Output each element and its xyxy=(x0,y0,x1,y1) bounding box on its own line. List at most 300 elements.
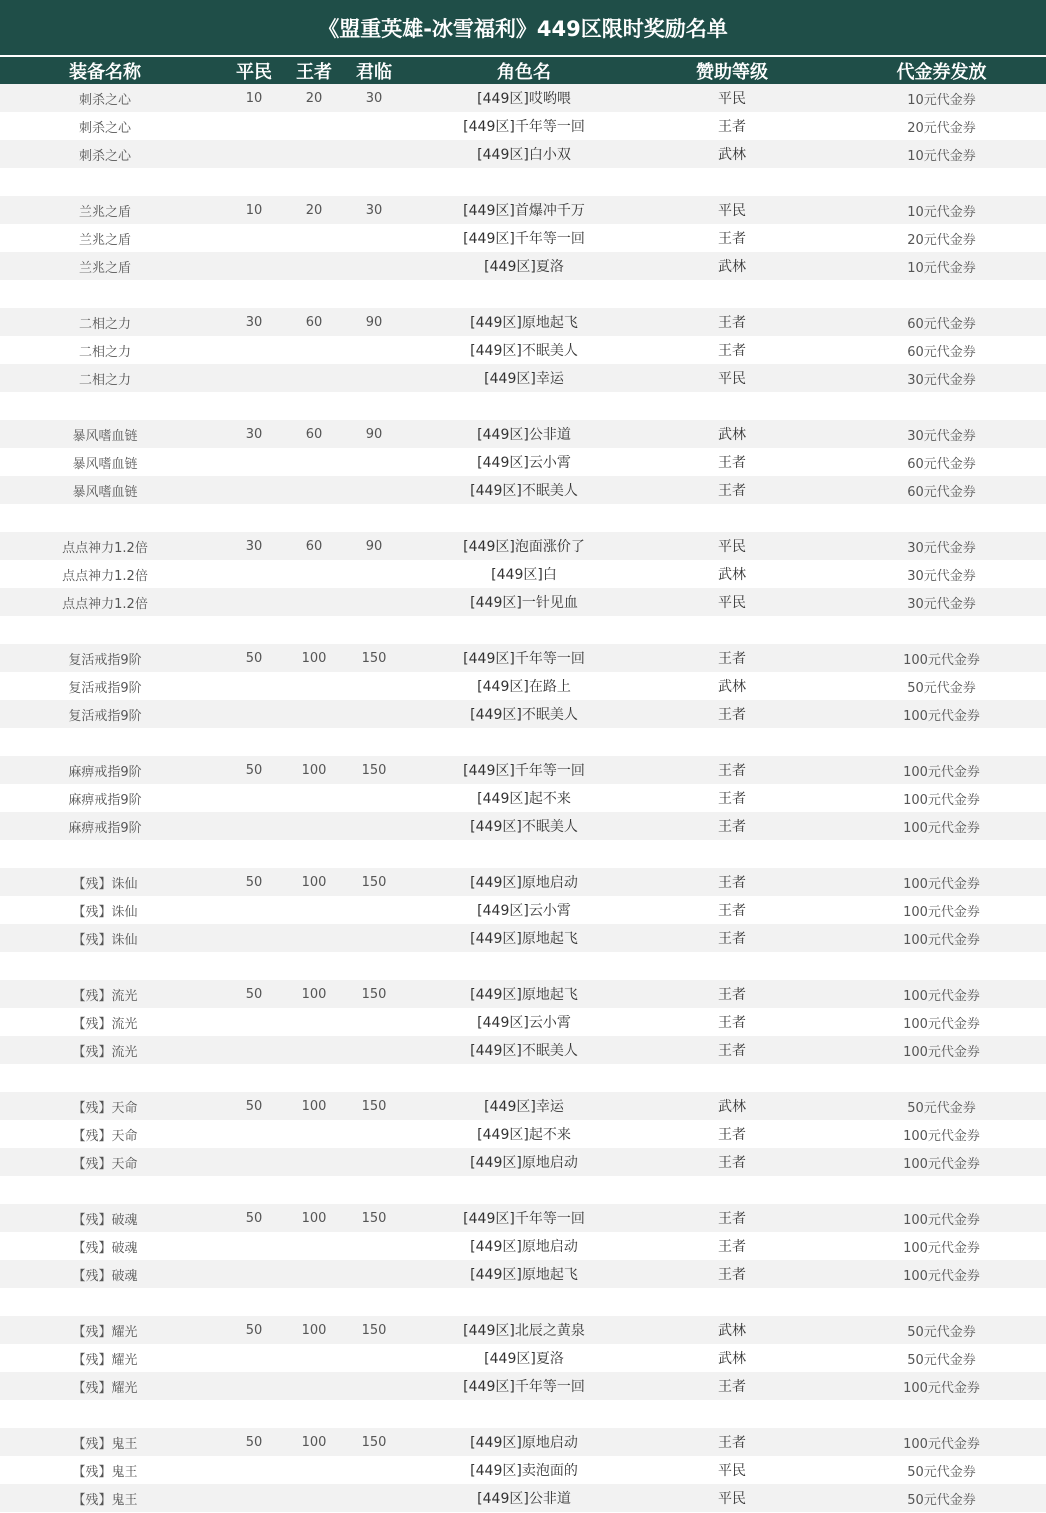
cell-commoner xyxy=(224,1232,284,1260)
table-row xyxy=(0,644,1046,672)
cell-commoner xyxy=(224,812,284,840)
cell-voucher: 30元代金券 xyxy=(907,372,976,388)
cell-voucher: 30元代金券 xyxy=(907,428,976,444)
cell-character: [449区]原地起飞 xyxy=(470,1267,578,1283)
table-row xyxy=(0,1456,1046,1484)
cell-sovereign: 150 xyxy=(361,762,387,778)
cell-commoner xyxy=(224,1344,284,1372)
cell-voucher: 50元代金券 xyxy=(907,1352,976,1368)
cell-character: [449区]千年等一回 xyxy=(463,763,585,779)
cell-voucher: 100元代金券 xyxy=(903,792,980,808)
cell-king: 20 xyxy=(305,90,323,106)
cell-sponsor-level: 武林 xyxy=(718,1099,746,1115)
cell-commoner xyxy=(224,1484,284,1512)
cell-character: [449区]云小霄 xyxy=(477,903,571,919)
cell-king xyxy=(284,1260,344,1288)
group-spacer xyxy=(0,1176,1046,1204)
cell-equipment: 【残】耀光 xyxy=(72,1324,138,1340)
cell-king xyxy=(284,924,344,952)
cell-commoner xyxy=(224,112,284,140)
cell-character: [449区]不眠美人 xyxy=(470,343,578,359)
cell-sponsor-level: 王者 xyxy=(718,763,746,779)
cell-equipment: 【残】天命 xyxy=(72,1156,138,1172)
cell-equipment: 【残】耀光 xyxy=(72,1352,138,1368)
cell-commoner: 30 xyxy=(245,314,263,330)
table-row xyxy=(0,756,1046,784)
table-row xyxy=(0,1120,1046,1148)
cell-sovereign xyxy=(344,588,404,616)
cell-king: 60 xyxy=(305,538,323,554)
cell-sovereign xyxy=(344,1344,404,1372)
cell-commoner xyxy=(224,1036,284,1064)
cell-king: 100 xyxy=(301,986,327,1002)
cell-sovereign xyxy=(344,364,404,392)
cell-character: [449区]公非道 xyxy=(477,1491,571,1507)
cell-sovereign: 30 xyxy=(365,202,383,218)
table-row xyxy=(0,1232,1046,1260)
table-row xyxy=(0,1036,1046,1064)
cell-commoner: 50 xyxy=(245,986,263,1002)
table-row xyxy=(0,672,1046,700)
cell-voucher: 100元代金券 xyxy=(903,1212,980,1228)
table-row xyxy=(0,812,1046,840)
cell-voucher: 100元代金券 xyxy=(903,904,980,920)
cell-equipment: 二相之力 xyxy=(78,372,131,388)
cell-equipment: 【残】流光 xyxy=(72,1016,138,1032)
cell-equipment: 点点神力1.2倍 xyxy=(62,596,148,612)
cell-character: [449区]起不来 xyxy=(477,791,571,807)
cell-voucher: 100元代金券 xyxy=(903,1128,980,1144)
cell-king xyxy=(284,252,344,280)
cell-character: [449区]在路上 xyxy=(477,679,571,695)
cell-sovereign: 150 xyxy=(361,650,387,666)
cell-equipment: 二相之力 xyxy=(78,344,131,360)
cell-voucher: 60元代金券 xyxy=(907,484,976,500)
cell-voucher: 100元代金券 xyxy=(903,876,980,892)
cell-king xyxy=(284,448,344,476)
cell-sovereign xyxy=(344,672,404,700)
cell-equipment: 点点神力1.2倍 xyxy=(62,540,148,556)
cell-character: [449区]原地启动 xyxy=(470,1239,578,1255)
cell-commoner xyxy=(224,700,284,728)
cell-sovereign xyxy=(344,924,404,952)
cell-character: [449区]不眠美人 xyxy=(470,1043,578,1059)
cell-equipment: 刺杀之心 xyxy=(78,120,131,136)
cell-sovereign: 90 xyxy=(365,314,383,330)
cell-king xyxy=(284,1344,344,1372)
cell-king: 60 xyxy=(305,426,323,442)
cell-character: [449区]北辰之黄泉 xyxy=(463,1323,585,1339)
cell-sponsor-level: 平民 xyxy=(718,1491,746,1507)
cell-voucher: 30元代金券 xyxy=(907,540,976,556)
cell-equipment: 【残】鬼王 xyxy=(72,1492,138,1508)
cell-king xyxy=(284,112,344,140)
group-spacer xyxy=(0,952,1046,980)
cell-equipment: 复活戒指9阶 xyxy=(68,708,142,724)
cell-king xyxy=(284,364,344,392)
cell-equipment: 刺杀之心 xyxy=(78,148,131,164)
cell-king: 100 xyxy=(301,1322,327,1338)
cell-commoner: 50 xyxy=(245,1434,263,1450)
cell-sovereign: 150 xyxy=(361,1322,387,1338)
cell-commoner xyxy=(224,672,284,700)
cell-character: [449区]原地启动 xyxy=(470,1435,578,1451)
table-row xyxy=(0,224,1046,252)
group-spacer xyxy=(0,392,1046,420)
cell-equipment: 【残】破魂 xyxy=(72,1212,138,1228)
cell-sponsor-level: 王者 xyxy=(718,707,746,723)
header-equipment-name: 装备名称 xyxy=(69,61,141,83)
cell-sponsor-level: 平民 xyxy=(718,91,746,107)
cell-king xyxy=(284,700,344,728)
cell-equipment: 【残】耀光 xyxy=(72,1380,138,1396)
cell-voucher: 20元代金券 xyxy=(907,232,976,248)
table-row xyxy=(0,1204,1046,1232)
cell-voucher: 50元代金券 xyxy=(907,1324,976,1340)
cell-equipment: 复活戒指9阶 xyxy=(68,652,142,668)
cell-character: [449区]千年等一回 xyxy=(463,651,585,667)
table-row xyxy=(0,1148,1046,1176)
cell-equipment: 兰兆之盾 xyxy=(78,232,131,248)
cell-sovereign xyxy=(344,476,404,504)
cell-equipment: 暴风嗜血链 xyxy=(72,428,138,444)
cell-sovereign xyxy=(344,336,404,364)
header-character-name: 角色名 xyxy=(497,61,551,83)
cell-king xyxy=(284,1120,344,1148)
cell-king: 100 xyxy=(301,650,327,666)
cell-sovereign xyxy=(344,784,404,812)
cell-voucher: 100元代金券 xyxy=(903,820,980,836)
table-row xyxy=(0,252,1046,280)
cell-commoner xyxy=(224,336,284,364)
header-sponsor-level: 赞助等级 xyxy=(696,61,768,83)
cell-voucher: 100元代金券 xyxy=(903,652,980,668)
cell-character: [449区]千年等一回 xyxy=(463,231,585,247)
table-row xyxy=(0,560,1046,588)
cell-sponsor-level: 王者 xyxy=(718,987,746,1003)
group-spacer xyxy=(0,1064,1046,1092)
table-row xyxy=(0,700,1046,728)
cell-sovereign: 150 xyxy=(361,986,387,1002)
table-row xyxy=(0,924,1046,952)
table-header xyxy=(0,57,1046,84)
cell-character: [449区]不眠美人 xyxy=(470,819,578,835)
cell-sponsor-level: 王者 xyxy=(718,1239,746,1255)
cell-commoner: 50 xyxy=(245,1098,263,1114)
cell-sponsor-level: 平民 xyxy=(718,203,746,219)
cell-king: 60 xyxy=(305,314,323,330)
cell-sponsor-level: 王者 xyxy=(718,931,746,947)
cell-equipment: 二相之力 xyxy=(78,316,131,332)
cell-sovereign: 90 xyxy=(365,538,383,554)
cell-sponsor-level: 平民 xyxy=(718,1463,746,1479)
cell-character: [449区]不眠美人 xyxy=(470,707,578,723)
cell-sponsor-level: 王者 xyxy=(718,1155,746,1171)
cell-commoner xyxy=(224,1120,284,1148)
cell-commoner: 50 xyxy=(245,874,263,890)
cell-king xyxy=(284,1232,344,1260)
cell-equipment: 麻痹戒指9阶 xyxy=(68,792,142,808)
cell-voucher: 10元代金券 xyxy=(907,204,976,220)
table-row xyxy=(0,336,1046,364)
table-row xyxy=(0,1372,1046,1400)
table-row xyxy=(0,196,1046,224)
cell-voucher: 50元代金券 xyxy=(907,1100,976,1116)
cell-character: [449区]千年等一回 xyxy=(463,1211,585,1227)
table-row xyxy=(0,1344,1046,1372)
cell-king xyxy=(284,560,344,588)
cell-voucher: 30元代金券 xyxy=(907,568,976,584)
cell-king xyxy=(284,224,344,252)
table-row xyxy=(0,476,1046,504)
cell-king: 100 xyxy=(301,1210,327,1226)
cell-sovereign xyxy=(344,1232,404,1260)
cell-sponsor-level: 王者 xyxy=(718,483,746,499)
cell-character: [449区]夏洛 xyxy=(484,1351,564,1367)
cell-sponsor-level: 王者 xyxy=(718,1127,746,1143)
cell-equipment: 麻痹戒指9阶 xyxy=(68,820,142,836)
cell-commoner xyxy=(224,252,284,280)
cell-sponsor-level: 武林 xyxy=(718,1351,746,1367)
cell-sponsor-level: 平民 xyxy=(718,595,746,611)
cell-character: [449区]泡面涨价了 xyxy=(463,539,585,555)
cell-equipment: 【残】流光 xyxy=(72,988,138,1004)
group-spacer xyxy=(0,1288,1046,1316)
cell-equipment: 【残】鬼王 xyxy=(72,1436,138,1452)
cell-sovereign xyxy=(344,1260,404,1288)
cell-sovereign: 150 xyxy=(361,874,387,890)
cell-voucher: 60元代金券 xyxy=(907,344,976,360)
cell-character: [449区]幸运 xyxy=(484,1099,564,1115)
cell-voucher: 100元代金券 xyxy=(903,1156,980,1172)
cell-sovereign xyxy=(344,1008,404,1036)
cell-equipment: 【残】破魂 xyxy=(72,1268,138,1284)
table-row xyxy=(0,784,1046,812)
cell-sponsor-level: 平民 xyxy=(718,539,746,555)
cell-commoner: 10 xyxy=(245,202,263,218)
cell-character: [449区]一针见血 xyxy=(470,595,578,611)
cell-character: [449区]哎哟喂 xyxy=(477,91,571,107)
cell-equipment: 复活戒指9阶 xyxy=(68,680,142,696)
cell-king: 100 xyxy=(301,1434,327,1450)
cell-equipment: 【残】鬼王 xyxy=(72,1464,138,1480)
cell-commoner xyxy=(224,1148,284,1176)
cell-sovereign: 90 xyxy=(365,426,383,442)
cell-commoner xyxy=(224,140,284,168)
cell-king xyxy=(284,1148,344,1176)
cell-commoner xyxy=(224,588,284,616)
cell-king xyxy=(284,588,344,616)
cell-commoner: 30 xyxy=(245,538,263,554)
cell-voucher: 10元代金券 xyxy=(907,92,976,108)
cell-king xyxy=(284,812,344,840)
cell-commoner: 30 xyxy=(245,426,263,442)
cell-character: [449区]原地启动 xyxy=(470,875,578,891)
cell-king xyxy=(284,1036,344,1064)
cell-equipment: 【残】诛仙 xyxy=(72,876,138,892)
cell-king xyxy=(284,1484,344,1512)
cell-equipment: 【残】诛仙 xyxy=(72,904,138,920)
cell-sponsor-level: 武林 xyxy=(718,1323,746,1339)
cell-voucher: 100元代金券 xyxy=(903,1380,980,1396)
cell-king xyxy=(284,1008,344,1036)
cell-sovereign xyxy=(344,560,404,588)
cell-commoner xyxy=(224,560,284,588)
table-row xyxy=(0,1316,1046,1344)
group-spacer xyxy=(0,1400,1046,1428)
table-row xyxy=(0,1092,1046,1120)
cell-commoner xyxy=(224,1456,284,1484)
cell-commoner xyxy=(224,896,284,924)
cell-king: 100 xyxy=(301,762,327,778)
cell-character: [449区]首爆冲千万 xyxy=(463,203,585,219)
cell-sovereign: 30 xyxy=(365,90,383,106)
cell-sovereign xyxy=(344,252,404,280)
cell-king: 100 xyxy=(301,1098,327,1114)
cell-character: [449区]原地起飞 xyxy=(470,315,578,331)
cell-king: 100 xyxy=(301,874,327,890)
cell-equipment: 【残】天命 xyxy=(72,1128,138,1144)
cell-voucher: 100元代金券 xyxy=(903,1044,980,1060)
header-commoner: 平民 xyxy=(236,61,272,83)
cell-character: [449区]起不来 xyxy=(477,1127,571,1143)
cell-sponsor-level: 王者 xyxy=(718,819,746,835)
cell-sponsor-level: 王者 xyxy=(718,875,746,891)
cell-sponsor-level: 王者 xyxy=(718,231,746,247)
cell-voucher: 100元代金券 xyxy=(903,1436,980,1452)
cell-character: [449区]不眠美人 xyxy=(470,483,578,499)
cell-sponsor-level: 武林 xyxy=(718,259,746,275)
cell-commoner xyxy=(224,784,284,812)
cell-commoner xyxy=(224,924,284,952)
cell-sovereign xyxy=(344,1120,404,1148)
cell-character: [449区]白 xyxy=(491,567,557,583)
cell-character: [449区]原地启动 xyxy=(470,1155,578,1171)
cell-king xyxy=(284,476,344,504)
cell-sponsor-level: 王者 xyxy=(718,903,746,919)
cell-character: [449区]白小双 xyxy=(477,147,571,163)
cell-sponsor-level: 武林 xyxy=(718,147,746,163)
reward-table xyxy=(0,84,1046,1513)
cell-sovereign xyxy=(344,448,404,476)
cell-character: [449区]原地起飞 xyxy=(470,987,578,1003)
cell-equipment: 暴风嗜血链 xyxy=(72,484,138,500)
header-king: 王者 xyxy=(296,61,332,83)
cell-voucher: 100元代金券 xyxy=(903,764,980,780)
cell-voucher: 60元代金券 xyxy=(907,456,976,472)
cell-character: [449区]千年等一回 xyxy=(463,1379,585,1395)
cell-sovereign: 150 xyxy=(361,1434,387,1450)
cell-sponsor-level: 王者 xyxy=(718,1435,746,1451)
cell-sponsor-level: 王者 xyxy=(718,1211,746,1227)
cell-character: [449区]夏洛 xyxy=(484,259,564,275)
cell-character: [449区]原地起飞 xyxy=(470,931,578,947)
table-row xyxy=(0,112,1046,140)
cell-commoner xyxy=(224,1372,284,1400)
cell-commoner: 10 xyxy=(245,90,263,106)
cell-equipment: 【残】天命 xyxy=(72,1100,138,1116)
cell-sovereign xyxy=(344,1456,404,1484)
cell-commoner: 50 xyxy=(245,1210,263,1226)
header-sovereign: 君临 xyxy=(356,61,392,83)
group-spacer xyxy=(0,280,1046,308)
header-voucher: 代金券发放 xyxy=(896,61,987,83)
cell-king xyxy=(284,1372,344,1400)
page-title: 《盟重英雄-冰雪福利》449区限时奖励名单 xyxy=(0,0,1046,55)
cell-equipment: 点点神力1.2倍 xyxy=(62,568,148,584)
cell-commoner xyxy=(224,476,284,504)
cell-commoner xyxy=(224,448,284,476)
table-row xyxy=(0,1260,1046,1288)
table-row xyxy=(0,1428,1046,1456)
cell-sponsor-level: 王者 xyxy=(718,651,746,667)
cell-king xyxy=(284,1456,344,1484)
cell-sovereign xyxy=(344,1148,404,1176)
cell-voucher: 10元代金券 xyxy=(907,260,976,276)
cell-voucher: 100元代金券 xyxy=(903,932,980,948)
cell-commoner: 50 xyxy=(245,1322,263,1338)
table-row xyxy=(0,980,1046,1008)
cell-equipment: 【残】破魂 xyxy=(72,1240,138,1256)
cell-sovereign xyxy=(344,1036,404,1064)
cell-voucher: 100元代金券 xyxy=(903,1268,980,1284)
cell-sponsor-level: 王者 xyxy=(718,119,746,135)
cell-voucher: 10元代金券 xyxy=(907,148,976,164)
cell-commoner xyxy=(224,364,284,392)
cell-character: [449区]幸运 xyxy=(484,371,564,387)
cell-sovereign xyxy=(344,140,404,168)
group-spacer xyxy=(0,616,1046,644)
cell-sponsor-level: 王者 xyxy=(718,791,746,807)
table-row xyxy=(0,308,1046,336)
cell-equipment: 刺杀之心 xyxy=(78,92,131,108)
table-row xyxy=(0,896,1046,924)
table-row xyxy=(0,140,1046,168)
group-spacer xyxy=(0,728,1046,756)
table-row xyxy=(0,448,1046,476)
cell-king xyxy=(284,140,344,168)
cell-king xyxy=(284,784,344,812)
cell-sponsor-level: 王者 xyxy=(718,455,746,471)
cell-equipment: 【残】诛仙 xyxy=(72,932,138,948)
cell-sponsor-level: 王者 xyxy=(718,1015,746,1031)
cell-sovereign xyxy=(344,224,404,252)
cell-sponsor-level: 武林 xyxy=(718,567,746,583)
cell-voucher: 100元代金券 xyxy=(903,988,980,1004)
group-spacer xyxy=(0,504,1046,532)
cell-sponsor-level: 武林 xyxy=(718,679,746,695)
cell-sovereign xyxy=(344,1484,404,1512)
cell-voucher: 20元代金券 xyxy=(907,120,976,136)
cell-sponsor-level: 王者 xyxy=(718,1043,746,1059)
cell-sovereign xyxy=(344,896,404,924)
cell-equipment: 兰兆之盾 xyxy=(78,260,131,276)
cell-sponsor-level: 平民 xyxy=(718,371,746,387)
cell-commoner xyxy=(224,1008,284,1036)
cell-sovereign xyxy=(344,812,404,840)
cell-commoner xyxy=(224,1260,284,1288)
cell-king xyxy=(284,672,344,700)
cell-sovereign: 150 xyxy=(361,1210,387,1226)
table-row xyxy=(0,868,1046,896)
cell-sovereign xyxy=(344,112,404,140)
cell-character: [449区]云小霄 xyxy=(477,1015,571,1031)
cell-character: [449区]公非道 xyxy=(477,427,571,443)
table-row xyxy=(0,588,1046,616)
cell-voucher: 50元代金券 xyxy=(907,1492,976,1508)
cell-character: [449区]卖泡面的 xyxy=(470,1463,578,1479)
cell-sovereign xyxy=(344,1372,404,1400)
